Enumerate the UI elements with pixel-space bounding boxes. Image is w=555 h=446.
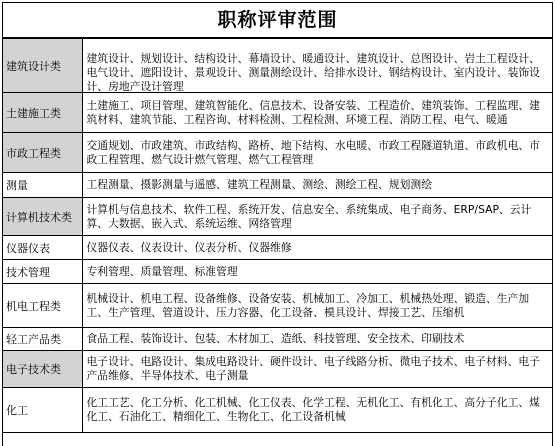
scope-text: 建筑设计、规划设计、结构设计、幕墙设计、暖通设计、建筑设计、总图设计、岩土工程设计、电气设计、遮阳设计、景观设计、测量测绘设计、给排水设计、钢结构设计、室内设计、装饰设计、房地产设计管理 (86, 51, 540, 93)
scope-text: 电子设计、电路设计、集成电路设计、硬件设计、电子线路分析、微电子技术、电子材料、电子产品维修、半导体技术、电子测量 (86, 355, 540, 382)
scope-cell (82, 173, 552, 198)
category-cell: 仪器仪表 (3, 236, 82, 260)
table-row (3, 133, 552, 173)
scope-text: 计算机与信息技术、软件工程、系统开发、信息安全、系统集成、电子商务、ERP/SAP、云计算、大数据、嵌入式、系统运维、网络管理 (86, 202, 532, 230)
category-cell: 化工 (3, 388, 82, 433)
category-cell: 测量 (3, 173, 82, 198)
scope-text: 食品工程、装饰设计、包装、木材加工、造纸、科技管理、安全技术、印刷技术 (86, 332, 465, 345)
scope-table (3, 38, 552, 433)
scope-text: 化工工艺、化工分析、化工机械、化工仪表、化学工程、无机化工、有机化工、高分子化工、煤化工、石油化工、精细化工、生物化工、化工设备机械 (86, 396, 540, 423)
scope-cell (82, 236, 552, 260)
table-row (3, 351, 552, 388)
table-row (3, 93, 552, 133)
table-row (3, 236, 552, 260)
category-cell: 土建施工类 (3, 93, 82, 133)
scope-cell (82, 328, 552, 351)
scope-cell (82, 133, 552, 173)
category-cell: 市政工程类 (3, 133, 82, 173)
table-row (3, 328, 552, 351)
scope-cell (82, 284, 552, 328)
category-cell: 轻工产品类 (3, 328, 82, 351)
category-cell: 机电工程类 (3, 284, 82, 328)
category-cell: 建筑设计类 (3, 39, 82, 93)
scope-cell (82, 351, 552, 388)
scope-text: 土建施工、项目管理、建筑智能化、信息技术、设备安装、工程造价、建筑装饰、工程监理、建筑材料、建筑节能、工程咨询、材料检测、工程检测、环境工程、消防工程、电气、暖通 (86, 98, 540, 126)
qualification-scope-table (2, 2, 553, 446)
table-row (3, 173, 552, 198)
scope-text: 仪器仪表、仪表设计、仪表分析、仪器维修 (86, 240, 292, 254)
scope-cell (82, 260, 552, 284)
table-row (3, 198, 552, 236)
table-row (3, 260, 552, 284)
scope-text: 机械设计、机电工程、设备维修、设备安装、机械加工、冷加工、机械热处理、锻造、生产加工、生产管理、管道设计、压力容器、化工设备、模具设计、焊接工艺、压缩机 (86, 291, 530, 319)
scope-text: 交通规划、市政建筑、市政结构、路桥、地下结构、水电暖、市政工程隧道轨道、市政机电、市政工程管理、燃气设计燃气管理、燃气工程管理 (86, 138, 540, 166)
scope-cell (82, 39, 552, 93)
table-row (3, 388, 552, 433)
scope-text: 工程测量、摄影测量与遥感、建筑工程测量、测绘、测绘工程、规划测绘 (86, 178, 432, 191)
category-cell: 电子技术类 (3, 351, 82, 388)
table-row (3, 284, 552, 328)
scope-text: 专利管理、质量管理、标准管理 (86, 264, 238, 278)
category-cell: 技术管理 (3, 260, 82, 284)
table-row (3, 39, 552, 93)
scope-cell (82, 198, 552, 236)
scope-cell (82, 93, 552, 133)
category-cell: 计算机技术类 (3, 198, 82, 236)
scope-cell (82, 388, 552, 433)
table-title: 职称评审范围 (3, 2, 552, 38)
